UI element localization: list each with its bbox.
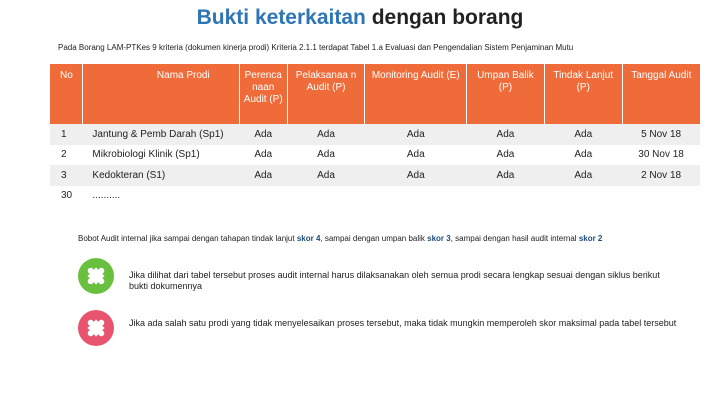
table-row xyxy=(50,124,700,145)
slide-title xyxy=(0,6,720,30)
cell-tindak-lanjut xyxy=(544,186,622,207)
bullet-item-green xyxy=(78,258,678,294)
note-text-3: , sampai dengan hasil audit internal xyxy=(450,234,579,243)
note-score-2: skor 2 xyxy=(578,234,603,243)
header-umpan-balik: Umpan Balik (P) xyxy=(467,64,545,124)
header-tindak-lanjut: Tindak Lanjut (P) xyxy=(544,64,622,124)
table-row xyxy=(50,145,700,166)
cell-monitoring: Ada xyxy=(365,165,467,186)
cell-umpan-balik: Ada xyxy=(467,145,545,166)
bullet-text-green: Jika dilihat dari tabel tersebut proses audit internal harus dilaksanakan oleh semua prodi secara lengkap sesuai dengan siklus berikut bukti dokumennya xyxy=(129,270,660,291)
cell-no: 2 xyxy=(50,145,82,166)
cell-umpan-balik: Ada xyxy=(467,165,545,186)
cell-pelaksanaan: Ada xyxy=(287,124,365,145)
cell-monitoring: Ada xyxy=(365,145,467,166)
cell-perencanaan xyxy=(239,186,287,207)
cell-tanggal: 5 Nov 18 xyxy=(622,124,700,145)
note-score-3: skor 3 xyxy=(427,234,451,243)
slide-title-rest: dengan borang xyxy=(365,6,524,29)
header-perencanaan-audit: Perenca naan Audit (P) xyxy=(239,64,287,124)
cell-monitoring xyxy=(365,186,467,207)
cell-perencanaan: Ada xyxy=(239,124,287,145)
header-pelaksanaan-audit: Pelaksanaa n Audit (P) xyxy=(287,64,365,124)
cell-no: 3 xyxy=(50,165,82,186)
table-header-row xyxy=(50,64,700,124)
note-text-1: Bobot Audit internal jika sampai dengan tahapan tindak lanjut xyxy=(78,234,297,243)
header-nama-prodi: Nama Prodi xyxy=(82,64,239,124)
cell-nama-prodi: Kedokteran (S1) xyxy=(82,165,239,186)
cell-pelaksanaan: Ada xyxy=(287,145,365,166)
note-text-2: , sampai dengan umpan balik xyxy=(320,234,428,243)
cell-perencanaan: Ada xyxy=(239,145,287,166)
cell-tanggal: 30 Nov 18 xyxy=(622,145,700,166)
scoring-note xyxy=(78,234,678,243)
puzzle-icon xyxy=(78,258,114,294)
cell-nama-prodi: .......... xyxy=(82,186,239,207)
table-row xyxy=(50,186,700,207)
puzzle-icon xyxy=(78,310,114,346)
cell-no: 30 xyxy=(50,186,82,207)
slide-title-highlight: Bukti keterkaitan xyxy=(196,6,366,29)
cell-no: 1 xyxy=(50,124,82,145)
cell-umpan-balik xyxy=(467,186,545,207)
header-tanggal-audit: Tanggal Audit xyxy=(622,64,700,124)
cell-umpan-balik: Ada xyxy=(467,124,545,145)
cell-tanggal xyxy=(622,186,700,207)
cell-nama-prodi: Mikrobiologi Klinik (Sp1) xyxy=(82,145,239,166)
cell-tindak-lanjut: Ada xyxy=(544,145,622,166)
bullet-item-red xyxy=(78,310,678,346)
cell-monitoring: Ada xyxy=(365,124,467,145)
cell-tindak-lanjut: Ada xyxy=(544,124,622,145)
table-row xyxy=(50,165,700,186)
bullet-text-red: Jika ada salah satu prodi yang tidak menyelesaikan proses tersebut, maka tidak mungkin memperoleh skor maksimal pada tabel tersebut xyxy=(129,318,677,328)
cell-perencanaan: Ada xyxy=(239,165,287,186)
cell-pelaksanaan: Ada xyxy=(287,165,365,186)
header-monitoring-audit: Monitoring Audit (E) xyxy=(365,64,467,124)
cell-tanggal: 2 Nov 18 xyxy=(622,165,700,186)
cell-tindak-lanjut: Ada xyxy=(544,165,622,186)
slide-subtitle: Pada Borang LAM-PTKes 9 kriteria (dokumen kinerja prodi) Kriteria 2.1.1 terdapat Tabel 1.a Evaluasi dan Pengendalian Sistem Penjaminan Mutu xyxy=(58,43,574,52)
cell-pelaksanaan xyxy=(287,186,365,207)
audit-table xyxy=(50,64,700,206)
note-score-4: skor 4 xyxy=(296,234,321,243)
header-no: No xyxy=(50,64,82,124)
cell-nama-prodi: Jantung & Pemb Darah (Sp1) xyxy=(82,124,239,145)
